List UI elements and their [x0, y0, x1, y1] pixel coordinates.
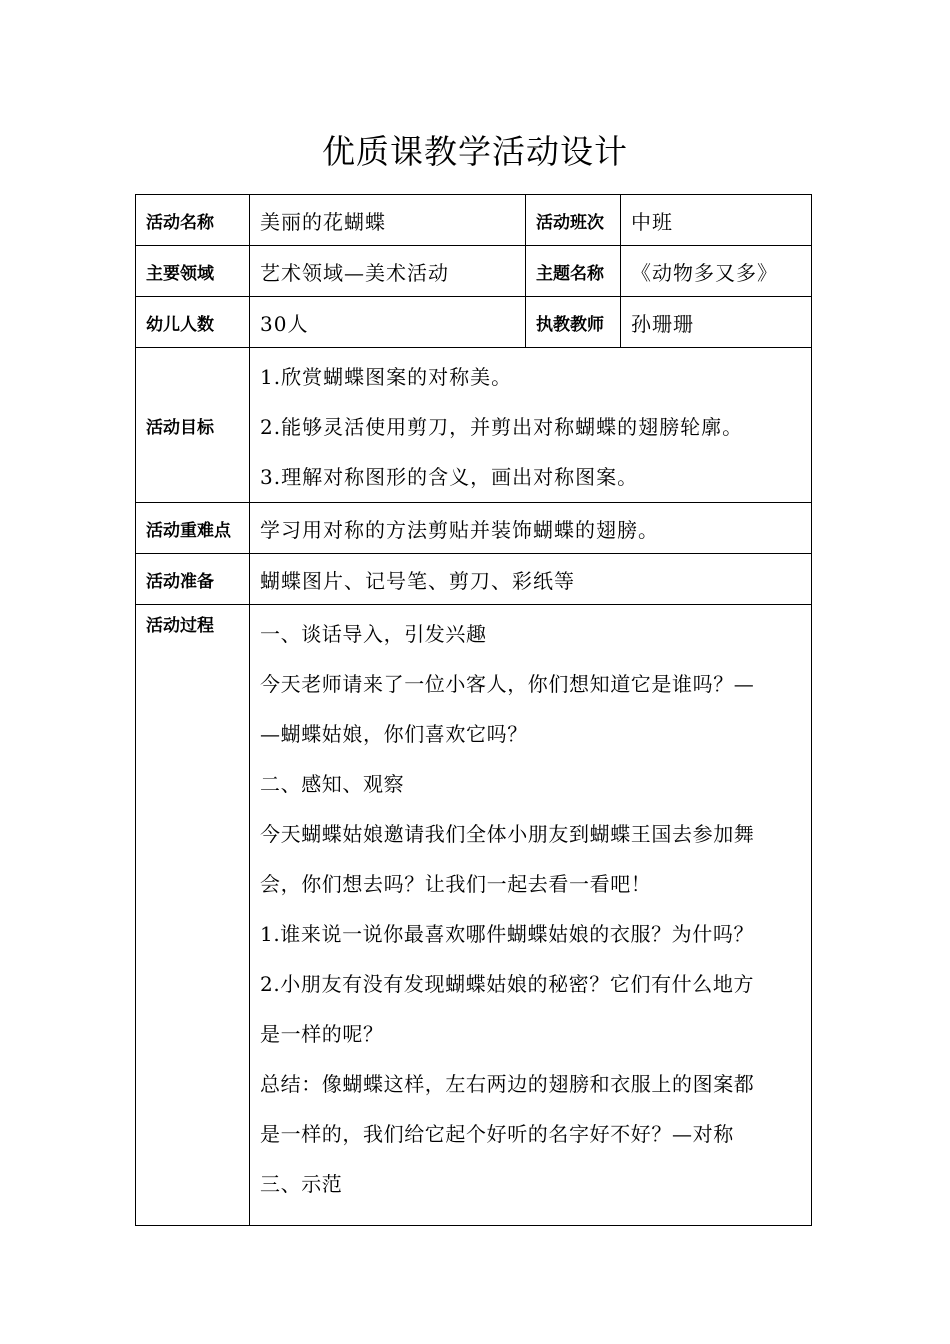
process-label: 活动过程 — [136, 605, 250, 1226]
key-points-label: 活动重难点 — [136, 503, 250, 554]
process-line: 会，你们想去吗？让我们一起去看一看吧！ — [260, 872, 652, 896]
process-line: 总结：像蝴蝶这样，左右两边的翅膀和衣服上的图案都 — [260, 1072, 755, 1096]
process-cell — [250, 605, 812, 1226]
domain-value: 艺术领域—美术活动 — [250, 246, 526, 297]
process-line: 一、谈话导入，引发兴趣 — [260, 622, 487, 646]
goal-item: 2.能够灵活使用剪刀，并剪出对称蝴蝶的翅膀轮廓。 — [260, 415, 744, 439]
process-line: 今天蝴蝶姑娘邀请我们全体小朋友到蝴蝶王国去参加舞 — [260, 822, 755, 846]
table-row — [136, 503, 812, 554]
child-count-value: 30人 — [250, 297, 526, 348]
process-line: 三、示范 — [260, 1172, 343, 1196]
process-line: 今天老师请来了一位小客人，你们想知道它是谁吗？— — [260, 672, 755, 696]
table-row — [136, 297, 812, 348]
page-title: 优质课教学活动设计 — [322, 132, 628, 171]
theme-label: 主题名称 — [526, 246, 621, 297]
preparation-value: 蝴蝶图片、记号笔、剪刀、彩纸等 — [250, 554, 812, 605]
process-line: 是一样的，我们给它起个好听的名字好不好？—对称 — [260, 1122, 734, 1146]
goals-cell — [250, 348, 812, 503]
activity-class-value: 中班 — [621, 195, 812, 246]
teacher-value: 孙珊珊 — [621, 297, 812, 348]
process-line: 2.小朋友有没有发现蝴蝶姑娘的秘密？它们有什么地方 — [260, 972, 755, 996]
goal-item: 1.欣赏蝴蝶图案的对称美。 — [260, 365, 513, 389]
theme-value: 《动物多又多》 — [621, 246, 812, 297]
activity-design-table — [135, 194, 812, 1226]
goal-item: 3.理解对称图形的含义，画出对称图案。 — [260, 465, 639, 489]
preparation-label: 活动准备 — [136, 554, 250, 605]
table-row — [136, 348, 812, 503]
domain-label: 主要领域 — [136, 246, 250, 297]
activity-name-value: 美丽的花蝴蝶 — [250, 195, 526, 246]
activity-class-label: 活动班次 — [526, 195, 621, 246]
table-row — [136, 195, 812, 246]
process-line: 是一样的呢？ — [260, 1022, 384, 1046]
activity-name-label: 活动名称 — [136, 195, 250, 246]
table-row — [136, 554, 812, 605]
key-points-value: 学习用对称的方法剪贴并装饰蝴蝶的翅膀。 — [250, 503, 812, 554]
table-row — [136, 605, 812, 1226]
process-line: —蝴蝶姑娘，你们喜欢它吗？ — [260, 722, 528, 746]
teacher-label: 执教教师 — [526, 297, 621, 348]
child-count-label: 幼儿人数 — [136, 297, 250, 348]
table-row — [136, 246, 812, 297]
process-line: 1.谁来说一说你最喜欢哪件蝴蝶姑娘的衣服？为什吗？ — [260, 922, 755, 946]
process-line: 二、感知、观察 — [260, 772, 405, 796]
goals-label: 活动目标 — [136, 348, 250, 503]
